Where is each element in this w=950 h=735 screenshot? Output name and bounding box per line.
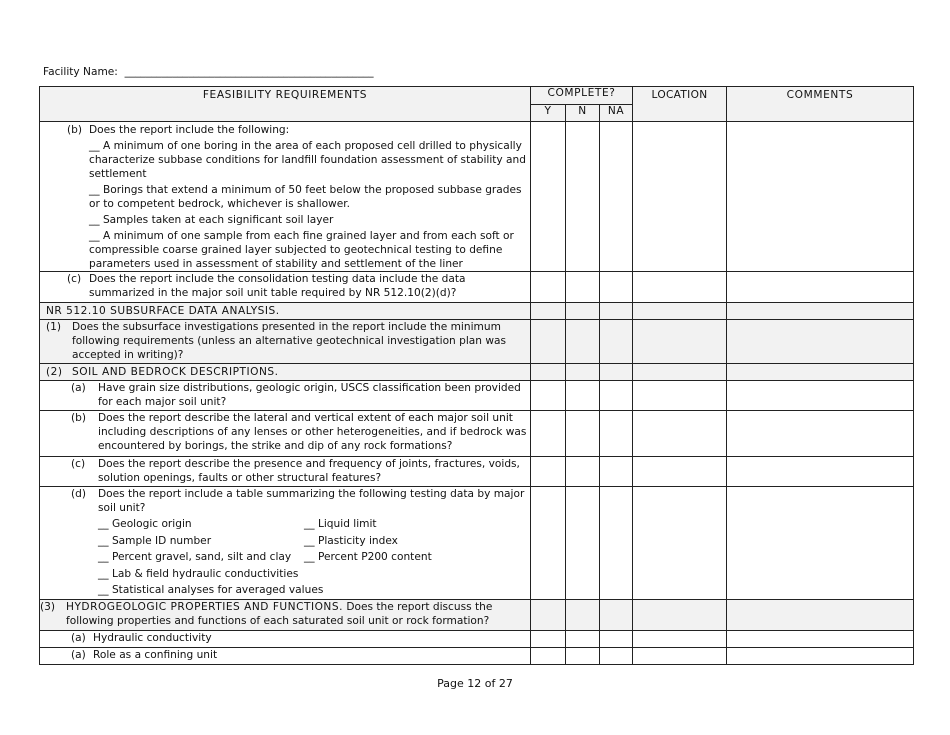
requirement-text: Does the subsurface investigations presented in the report include the minimum following requirements (unless an alternative geotechnical investigation plan was accepted in writing)? — [72, 321, 507, 361]
table-row — [40, 122, 914, 272]
row-label: (1) — [46, 321, 62, 333]
complete-n-cell[interactable] — [566, 320, 600, 364]
checklist-item[interactable]: __ Geologic origin — [98, 518, 192, 530]
complete-n-cell[interactable] — [566, 122, 600, 272]
facility-name-field[interactable]: _______________________________________________ — [124, 66, 374, 78]
table-row — [40, 457, 914, 487]
facility-name-line — [43, 66, 374, 78]
complete-na-cell[interactable] — [600, 320, 633, 364]
requirement-text: Have grain size distributions, geologic origin, USCS classification been provided for each major soil unit? — [98, 382, 521, 408]
location-cell[interactable] — [633, 487, 727, 600]
checklist-item[interactable]: __ Statistical analyses for averaged values — [98, 584, 324, 596]
section-heading: SOIL AND BEDROCK DESCRIPTIONS. — [72, 366, 279, 378]
checklist-item[interactable]: __ A minimum of one boring in the area of each proposed cell drilled to physically characterize subbase conditions for landfill foundation assessment of stability and settlement — [89, 140, 526, 180]
complete-na-cell[interactable] — [600, 487, 633, 600]
location-cell[interactable] — [633, 272, 727, 303]
checklist-item[interactable]: __ Samples taken at each significant soil layer — [89, 214, 334, 226]
section-heading: HYDROGEOLOGIC PROPERTIES AND FUNCTIONS. — [66, 600, 343, 613]
checklist-item[interactable]: __ Borings that extend a minimum of 50 feet below the proposed subbase grades or to competent bedrock, whichever is shallower. — [89, 184, 522, 210]
location-cell[interactable] — [633, 457, 727, 487]
complete-na-cell[interactable] — [600, 411, 633, 457]
complete-n-cell[interactable] — [566, 630, 600, 647]
section-heading: NR 512.10 SUBSURFACE DATA ANALYSIS. — [40, 303, 531, 320]
location-cell[interactable] — [633, 381, 727, 411]
location-cell[interactable] — [633, 630, 727, 647]
feasibility-checklist-table — [39, 86, 914, 665]
comments-cell[interactable] — [727, 487, 914, 600]
requirement-text: Hydraulic conductivity — [93, 631, 212, 644]
complete-y-cell[interactable] — [531, 411, 566, 457]
section-row — [40, 303, 914, 320]
testing-data-list — [98, 516, 530, 566]
checklist-item[interactable]: __ A minimum of one sample from each fine grained layer and from each soft or compressible coarse grained layer subjected to geotechnical testing to define parameters used in assessment of stability and settlement of the liner — [89, 230, 514, 270]
table-row — [40, 647, 914, 664]
complete-n-cell[interactable] — [566, 487, 600, 600]
complete-n-cell[interactable] — [566, 272, 600, 303]
requirement-text: Does the report include the following: — [89, 124, 290, 136]
complete-na-cell[interactable] — [600, 122, 633, 272]
table-row — [40, 320, 914, 364]
checklist-item[interactable]: __ Plasticity index — [304, 534, 398, 547]
row-label: (d) — [71, 488, 86, 500]
facility-name-label: Facility Name: — [43, 66, 118, 78]
table-row — [40, 272, 914, 303]
table-row — [40, 487, 914, 600]
checklist-item[interactable]: __ Liquid limit — [304, 518, 377, 530]
no-header: N — [566, 105, 600, 122]
section-row — [40, 364, 914, 381]
row-label: (2) — [46, 366, 63, 378]
requirement-text: Does the report include the consolidation testing data include the data summarized in the major soil unit table required by NR 512.10(2)(d)? — [89, 273, 466, 299]
table-row — [40, 599, 914, 630]
location-cell[interactable] — [633, 122, 727, 272]
row-label: (3) — [40, 600, 56, 613]
complete-y-cell[interactable] — [531, 272, 566, 303]
requirement-text: Does the report discuss the following properties and functions of each saturated soil unit or rock formation? — [66, 600, 493, 627]
requirement-text: Does the report describe the lateral and vertical extent of each major soil unit including descriptions of any lenses or other heterogeneities, and if bedrock was encountered by borings, the strike and dip of any rock formations? — [98, 412, 527, 452]
complete-header: COMPLETE? — [531, 87, 633, 105]
na-header: NA — [600, 105, 633, 122]
complete-y-cell[interactable] — [531, 487, 566, 600]
complete-n-cell[interactable] — [566, 457, 600, 487]
complete-na-cell[interactable] — [600, 272, 633, 303]
complete-n-cell[interactable] — [566, 411, 600, 457]
location-cell[interactable] — [633, 320, 727, 364]
complete-n-cell[interactable] — [566, 647, 600, 664]
comments-cell[interactable] — [727, 381, 914, 411]
row-label: (a) — [71, 648, 86, 661]
row-label: (a) — [71, 631, 86, 644]
row-label: (b) — [71, 412, 86, 424]
requirements-header: FEASIBILITY REQUIREMENTS — [40, 87, 531, 122]
complete-y-cell[interactable] — [531, 647, 566, 664]
checklist-item[interactable]: __ Percent gravel, sand, silt and clay — [98, 551, 292, 563]
complete-n-cell[interactable] — [566, 381, 600, 411]
yes-header: Y — [531, 105, 566, 122]
comments-cell[interactable] — [727, 411, 914, 457]
row-label: (b) — [67, 124, 82, 136]
location-header: LOCATION — [633, 87, 727, 122]
row-label: (c) — [67, 273, 82, 285]
page-number: Page 12 of 27 — [437, 677, 513, 690]
table-row — [40, 381, 914, 411]
requirement-text: Does the report include a table summarizing the following testing data by major soil unit? — [98, 488, 525, 514]
table-row — [40, 630, 914, 647]
table-row — [40, 411, 914, 457]
complete-na-cell[interactable] — [600, 381, 633, 411]
comments-cell[interactable] — [727, 320, 914, 364]
requirement-text: Does the report describe the presence and frequency of joints, fractures, voids, solution openings, faults or other structural features? — [98, 458, 520, 484]
checklist-item[interactable]: __ Lab & field hydraulic conductivities — [98, 567, 299, 580]
comments-cell[interactable] — [727, 630, 914, 647]
row-label: (a) — [71, 382, 86, 394]
location-cell[interactable] — [633, 647, 727, 664]
requirement-text: Role as a confining unit — [93, 648, 218, 661]
comments-cell[interactable] — [727, 457, 914, 487]
comments-header: COMMENTS — [727, 87, 914, 122]
complete-y-cell[interactable] — [531, 320, 566, 364]
complete-na-cell[interactable] — [600, 457, 633, 487]
location-cell[interactable] — [633, 411, 727, 457]
row-label: (c) — [71, 458, 86, 470]
complete-na-cell[interactable] — [600, 630, 633, 647]
comments-cell[interactable] — [727, 272, 914, 303]
header-row — [40, 87, 914, 105]
checklist-item[interactable]: __ Percent P200 content — [304, 551, 432, 563]
comments-cell[interactable] — [727, 647, 914, 664]
comments-cell[interactable] — [727, 122, 914, 272]
complete-y-cell[interactable] — [531, 122, 566, 272]
complete-y-cell[interactable] — [531, 457, 566, 487]
complete-y-cell[interactable] — [531, 630, 566, 647]
complete-y-cell[interactable] — [531, 381, 566, 411]
complete-na-cell[interactable] — [600, 647, 633, 664]
checklist-item[interactable]: __ Sample ID number — [98, 534, 212, 547]
